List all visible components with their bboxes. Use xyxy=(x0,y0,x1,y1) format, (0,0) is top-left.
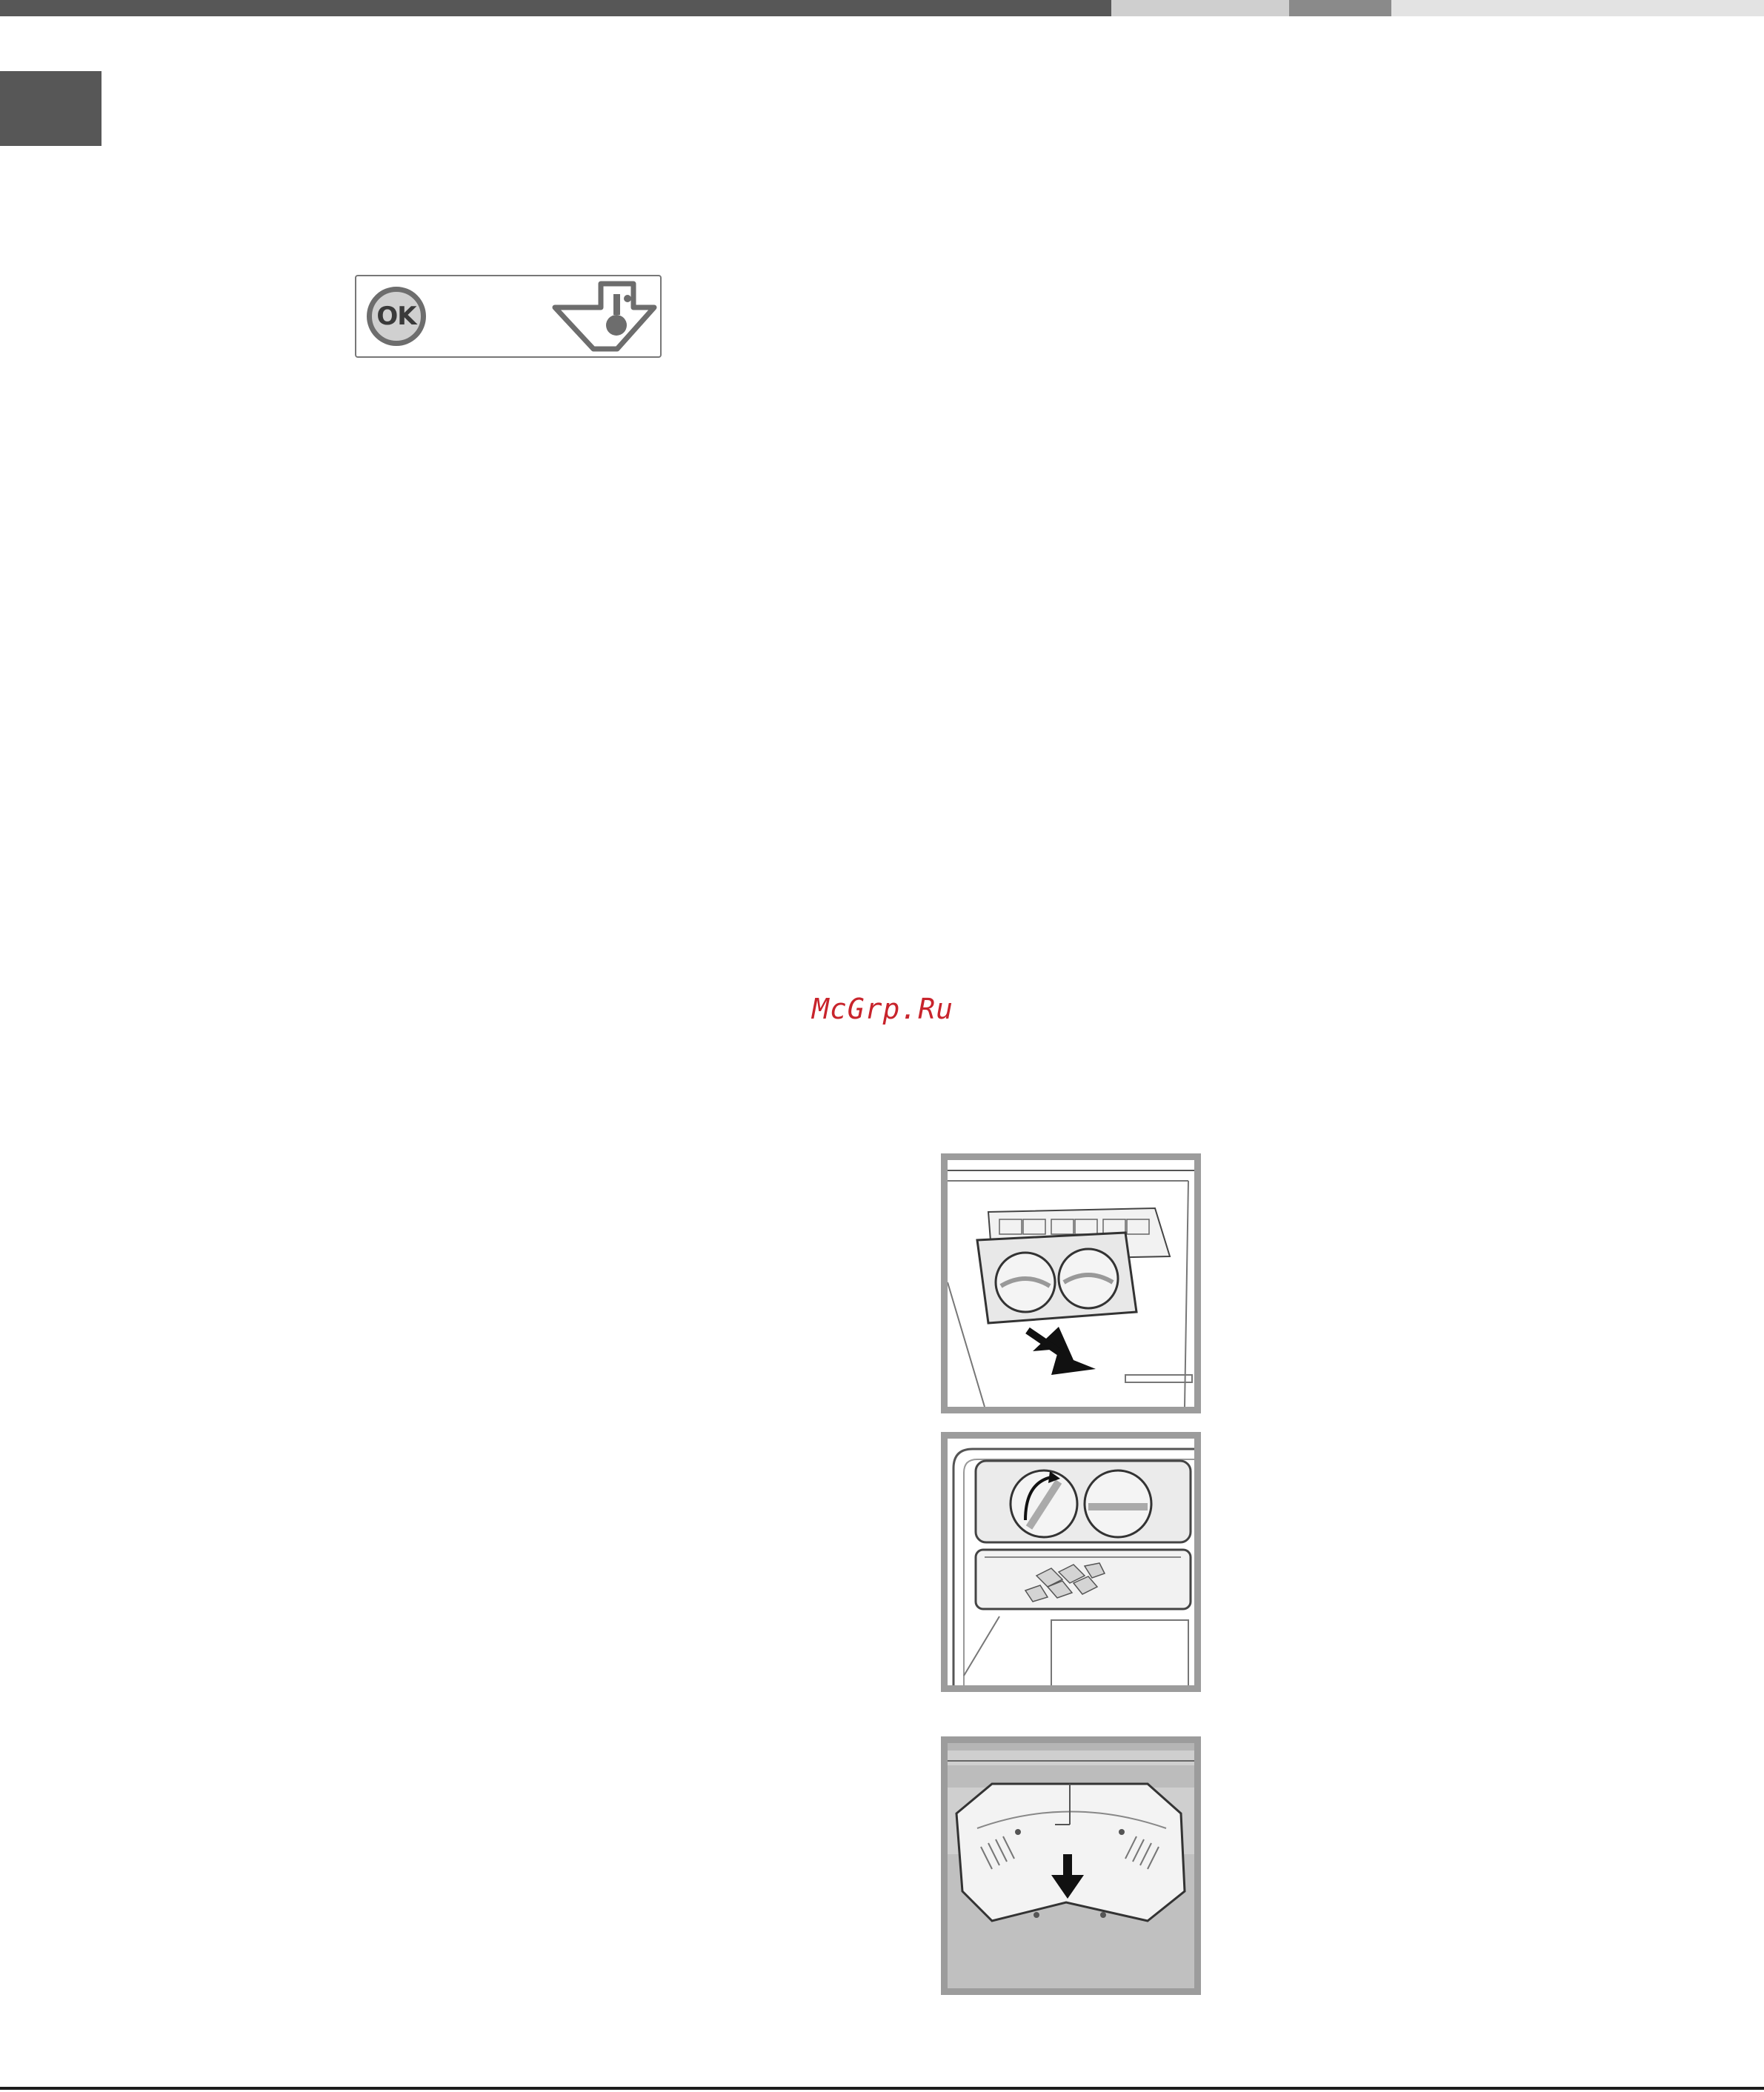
watermark-text: McGrp.Ru xyxy=(812,993,954,1025)
ok-button-icon xyxy=(367,287,426,346)
water-drop-temperature-icon xyxy=(550,278,660,355)
bottom-rule xyxy=(0,2087,1764,2090)
header-bar xyxy=(0,0,1764,16)
header-bar-light xyxy=(1111,0,1289,16)
header-bar-pale xyxy=(1391,0,1764,16)
header-bar-dark xyxy=(0,0,1111,16)
language-tab xyxy=(0,71,101,146)
ok-drop-panel xyxy=(355,275,662,358)
ice-tray-twist-knob-illustration xyxy=(941,1432,1201,1692)
ok-label: OK xyxy=(376,302,416,331)
header-bar-mid xyxy=(1289,0,1391,16)
ice-bucket-removal-illustration xyxy=(941,1736,1201,1995)
ice-tray-pull-out-illustration xyxy=(941,1153,1201,1413)
